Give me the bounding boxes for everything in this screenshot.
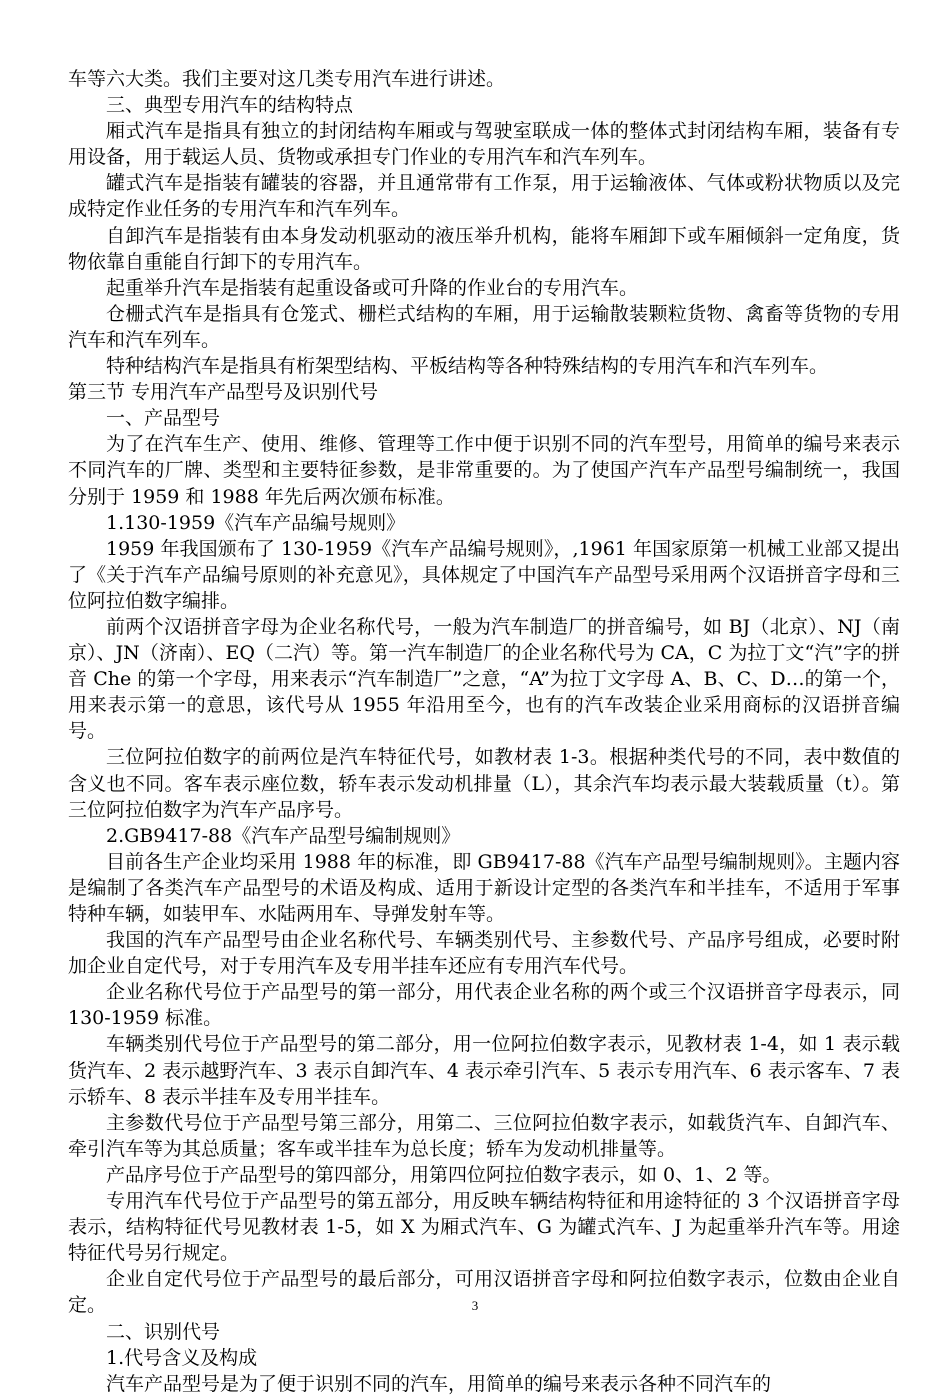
paragraph: 汽车产品型号是为了便于识别不同的汽车，用简单的编号来表示各种不同汽车的 xyxy=(106,1372,772,1395)
body-text xyxy=(68,66,900,1397)
paragraph: 为了在汽车生产、使用、维修、管理等工作中便于识别不同的汽车型号，用简单的编号来表示不同汽车的厂牌、类型和主要特征参数，是非常重要的。为了使国产汽车产品型号编制统一，我国分别于 1959 和 1988 年先后两次颁布标准。 xyxy=(68,433,900,508)
paragraph: 起重举升汽车是指装有起重设备或可升降的作业台的专用汽车。 xyxy=(106,276,639,299)
page-number: 3 xyxy=(471,1298,479,1313)
chapter-section-title: 第三节 专用汽车产品型号及识别代号 xyxy=(68,381,379,404)
paragraph: 主参数代号位于产品型号第三部分，用第二、三位阿拉伯数字表示，如载货汽车、自卸汽车、牵引汽车等为其总质量；客车或半挂车为总长度；轿车为发动机排量等。 xyxy=(68,1111,900,1160)
section-heading: 三、典型专用汽车的结构特点 xyxy=(106,94,354,117)
paragraph: 前两个汉语拼音字母为企业名称代号，一般为汽车制造厂的拼音编号，如 BJ（北京）、NJ（南京）、JN（济南）、EQ（二汽）等。第一汽车制造厂的企业名称代号为 CA，C 为拉丁文“汽”字的拼音 Che 的第一个字母，用来表示“汽车制造厂”之意，“A”为拉丁文字母 A、B、C、D…的第一个，用来表示第一的意思，该代号从 1955 年沿用至今，也有的汽车改装企业采用商标的汉语拼音编号。 xyxy=(68,615,900,743)
paragraph: 三位阿拉伯数字的前两位是汽车特征代号，如教材表 1-3。根据种类代号的不同，表中数值的含义也不同。客车表示座位数，轿车表示发动机排量（L），其余汽车均表示最大装载质量（t）。第三位阿拉伯数字为汽车产品序号。 xyxy=(68,746,900,821)
paragraph: 企业名称代号位于产品型号的第一部分，用代表企业名称的两个或三个汉语拼音字母表示，同 130-1959 标准。 xyxy=(68,981,900,1030)
paragraph: 车辆类别代号位于产品型号的第二部分，用一位阿拉伯数字表示，见教材表 1-4，如 1 表示载货汽车、2 表示越野汽车、3 表示自卸汽车、4 表示牵引汽车、5 表示专用汽车、6 表示客车、7 表示轿车、8 表示半挂车及专用半挂车。 xyxy=(68,1033,900,1108)
subsection-heading: 1.130-1959《汽车产品编号规则》 xyxy=(106,511,406,534)
section-heading: 一、产品型号 xyxy=(106,407,221,430)
paragraph: 专用汽车代号位于产品型号的第五部分，用反映车辆结构特征和用途特征的 3 个汉语拼音字母表示，结构特征代号见教材表 1-5，如 X 为厢式汽车、G 为罐式汽车、J 为起重举升汽车等。用途特征代号另行规定。 xyxy=(68,1190,900,1265)
paragraph-continuation: 车等六大类。我们主要对这几类专用汽车进行讲述。 xyxy=(68,68,506,90)
paragraph: 产品序号位于产品型号的第四部分，用第四位阿拉伯数字表示，如 0、1、2 等。 xyxy=(106,1163,782,1186)
paragraph: 1959 年我国颁布了 130-1959《汽车产品编号规则》，,1961 年国家原第一机械工业部又提出了《关于汽车产品编号原则的补充意见》，具体规定了中国汽车产品型号采用两个汉语拼音字母和三位阿拉伯数字编排。 xyxy=(68,537,900,612)
paragraph: 企业自定代号位于产品型号的最后部分，可用汉语拼音字母和阿拉伯数字表示，位数由企业自定。 xyxy=(68,1268,900,1317)
paragraph: 我国的汽车产品型号由企业名称代号、车辆类别代号、主参数代号、产品序号组成，必要时附加企业自定代号，对于专用汽车及专用半挂车还应有专用汽车代号。 xyxy=(68,929,900,978)
paragraph: 自卸汽车是指装有由本身发动机驱动的液压举升机构，能将车厢卸下或车厢倾斜一定角度，货物依靠自重能自行卸下的专用汽车。 xyxy=(68,224,900,273)
paragraph: 仓栅式汽车是指具有仓笼式、栅栏式结构的车厢，用于运输散装颗粒货物、禽畜等货物的专用汽车和汽车列车。 xyxy=(68,302,900,351)
subsection-heading: 2.GB9417-88《汽车产品型号编制规则》 xyxy=(106,824,461,847)
paragraph: 目前各生产企业均采用 1988 年的标准，即 GB9417-88《汽车产品型号编制规则》。主题内容是编制了各类汽车产品型号的术语及构成、适用于新设计定型的各类汽车和半挂车，不适用于军事特种车辆，如装甲车、水陆两用车、导弹发射车等。 xyxy=(68,850,900,925)
paragraph: 厢式汽车是指具有独立的封闭结构车厢或与驾驶室联成一体的整体式封闭结构车厢，装备有专用设备，用于载运人员、货物或承担专门作业的专用汽车和汽车列车。 xyxy=(68,120,900,169)
section-heading: 二、识别代号 xyxy=(106,1320,221,1343)
subsection-heading: 1.代号含义及构成 xyxy=(106,1346,258,1369)
paragraph: 特种结构汽车是指具有桁架型结构、平板结构等各种特殊结构的专用汽车和汽车列车。 xyxy=(106,355,829,378)
paragraph: 罐式汽车是指装有罐装的容器，并且通常带有工作泵，用于运输液体、气体或粉状物质以及完成特定作业任务的专用汽车和汽车列车。 xyxy=(68,172,900,221)
